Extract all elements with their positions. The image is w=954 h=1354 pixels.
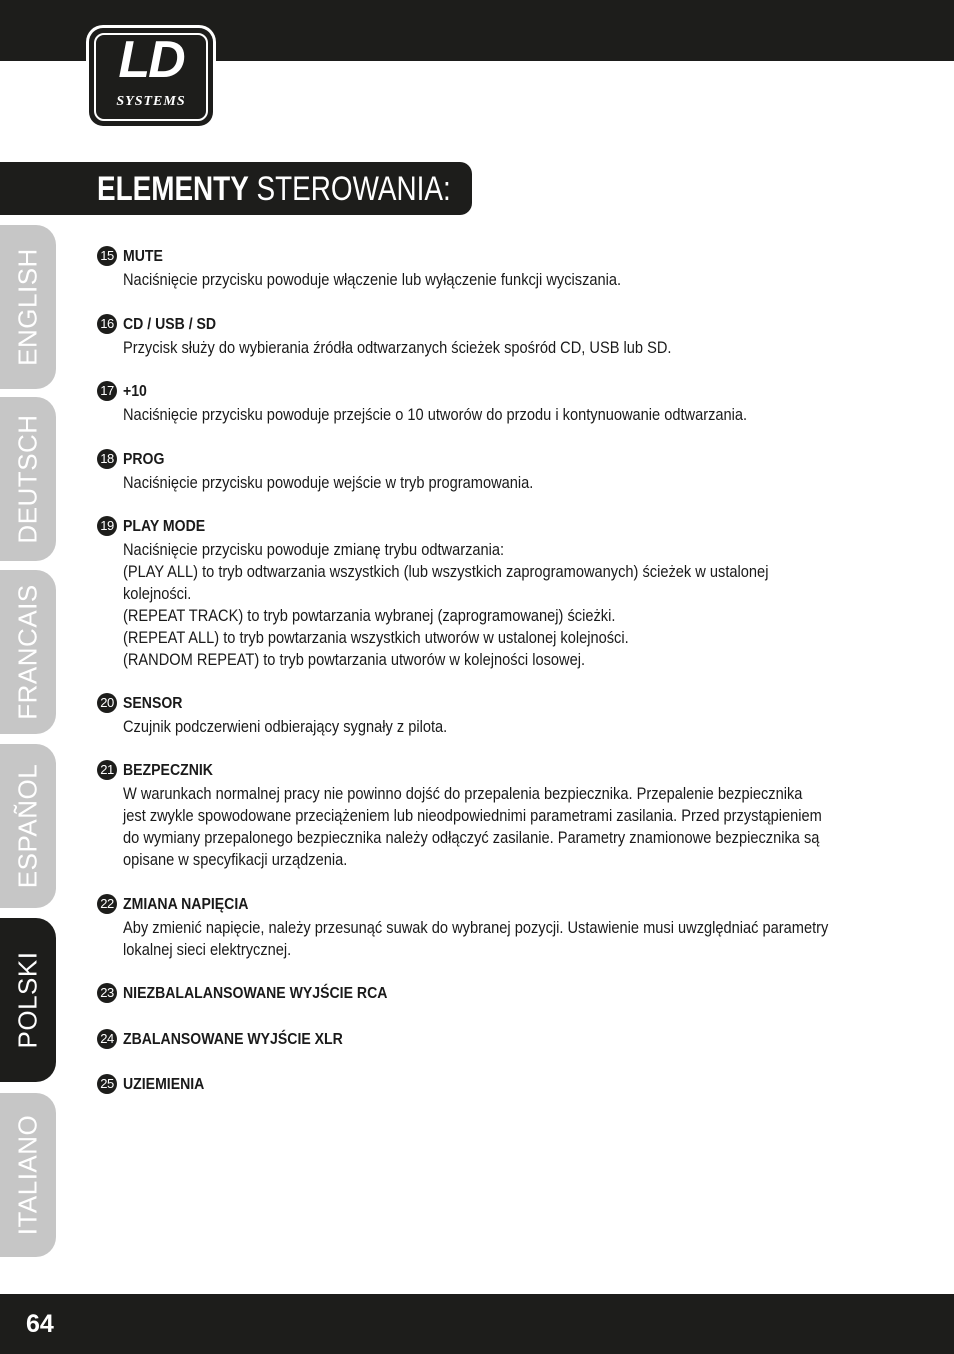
item-number-badge: 20 (97, 693, 117, 713)
tab-label: FRANCAIS (12, 584, 43, 720)
footer-bar (0, 1294, 954, 1354)
page-number: 64 (26, 1310, 54, 1338)
item-number-badge: 18 (97, 449, 117, 469)
item-number-badge: 21 (97, 760, 117, 780)
tab-italiano[interactable] (0, 1093, 56, 1257)
logo-sub-text: SYSTEMS (116, 94, 186, 109)
item-description: Czujnik podczerwieni odbierający sygnały z pilota. (123, 717, 448, 736)
item-title: SENSOR (123, 695, 183, 712)
logo-main-text: LD (118, 31, 184, 89)
tab-deutsch[interactable] (0, 397, 56, 561)
item-number-badge: 22 (97, 894, 117, 914)
item-description: Naciśnięcie przycisku powoduje włączenie lub wyłączenie funkcji wyciszania. (123, 270, 622, 289)
page-title-rest: STEROWANIA: (256, 170, 451, 208)
tab-label: ESPAÑOL (12, 763, 43, 889)
item-description: Naciśnięcie przycisku powoduje wejście w tryb programowania. (123, 473, 534, 492)
item-number-badge: 23 (97, 983, 117, 1003)
page-title (97, 166, 451, 212)
page-title-bold: ELEMENTY (97, 170, 249, 208)
item-number-badge: 15 (97, 246, 117, 266)
item-description: W warunkach normalnej pracy nie powinno dojść do przepalenia bezpiecznika. Przepalenie bezpiecznika jest zwykle spowodowane przeciążeniem lub nieodpowiednimi parametrami zasilania. Przed przystąpieniem do wymiany przepalonego bezpiecznika należy odłączyć zasilanie. Parametry znamionowe bezpiecznika są opisane w specyfikacji urządzenia. (123, 784, 822, 869)
tab-english[interactable] (0, 225, 56, 389)
ld-systems-logo (89, 28, 213, 126)
item-description: Aby zmienić napięcie, należy przesunąć suwak do wybranej pozycji. Ustawienie musi uwzględniać parametry lokalnej sieci elektrycznej. (123, 918, 829, 959)
item-title: +10 (123, 383, 147, 400)
item-title: ZMIANA NAPIĘCIA (123, 896, 249, 913)
item-number-badge: 19 (97, 516, 117, 536)
item-number-badge: 17 (97, 381, 117, 401)
tab-francais[interactable] (0, 570, 56, 734)
item-title: MUTE (123, 248, 163, 265)
item-title: ZBALANSOWANE WYJŚCIE XLR (123, 1031, 343, 1048)
tab-polski[interactable] (0, 918, 56, 1082)
item-title: PROG (123, 451, 165, 468)
tab-label: DEUTSCH (12, 414, 43, 544)
item-title: CD / USB / SD (123, 316, 217, 333)
tab-label: ENGLISH (12, 248, 43, 366)
tab-espanol[interactable] (0, 744, 56, 908)
tab-label: POLSKI (12, 951, 43, 1049)
item-title: BEZPECZNIK (123, 762, 213, 779)
item-title: NIEZBALALANSOWANE WYJŚCIE RCA (123, 985, 388, 1002)
item-description: Przycisk służy do wybierania źródła odtwarzanych ścieżek spośród CD, USB lub SD. (123, 338, 672, 357)
item-number-badge: 24 (97, 1029, 117, 1049)
tab-label: ITALIANO (12, 1114, 43, 1236)
item-number-badge: 25 (97, 1074, 117, 1094)
item-title: PLAY MODE (123, 518, 206, 535)
item-description: Naciśnięcie przycisku powoduje zmianę trybu odtwarzania: (PLAY ALL) to tryb odtwarzania wszystkich (lub wszystkich zaprogramowanych) ścieżek w ustalonej kolejności. (REPEAT TRACK) to tryb powtarzania wybranej (zaprogramowanej) ścieżki. (REPEAT ALL) to tryb powtarzania wszystkich utworów w ustalonej kolejności. (RANDOM REPEAT) to tryb powtarzania utworów w kolejności losowej. (123, 540, 769, 669)
item-description: Naciśnięcie przycisku powoduje przejście o 10 utworów do przodu i kontynuowanie odtwarzania. (123, 405, 748, 424)
item-title: UZIEMIENIA (123, 1076, 205, 1093)
item-number-badge: 16 (97, 314, 117, 334)
